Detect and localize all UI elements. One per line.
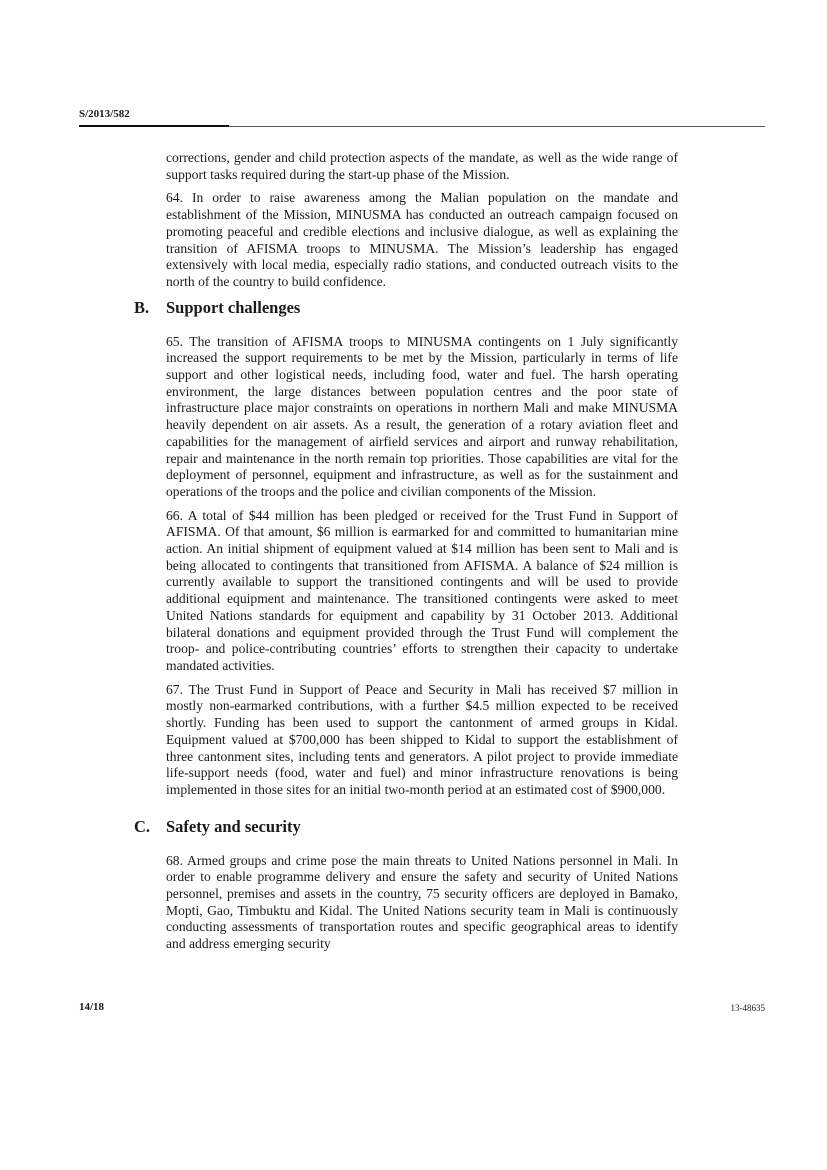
section-letter: B. [134,297,150,317]
paragraph-64: 64. In order to raise awareness among the Malian population on the mandate and establishment of the Mission, MINUSMA has conducted an outreach campaign focused on promoting peaceful and credible elections and inclusive dialogue, as well as explaining the transition of AFISMA troops to MINUSMA. The Mission’s leadership has engaged extensively with local media, especially radio stations, and conducted outreach visits to the north of the country to build confidence. [166,190,678,289]
paragraph-67: 67. The Trust Fund in Support of Peace and Security in Mali has received $7 million in mostly non-earmarked contributions, with a further $4.5 million expected to be received shortly. Funding has been used to support the cantonment of armed groups in Kidal. Equipment valued at $700,000 has been shipped to Kidal to support the establishment of three cantonment sites, including tents and generators. A pilot project to provide immediate life-support needs (food, water and fuel) and minor infrastructure renovations is being implemented in those sites for an initial two-month period at an estimated cost of $900,000. [166,681,678,797]
header-rule-accent [79,125,229,127]
document-body [134,150,678,960]
paragraph-68: 68. Armed groups and crime pose the main threats to United Nations personnel in Mali. In order to enable programme delivery and ensure the safety and security of United Nations personnel, premises and assets in the country, 75 security officers are deployed in Bamako, Mopti, Gao, Timbuktu and Kidal. The United Nations security team in Mali is continuously conducting assessments of transportation routes and specific geographical areas to identify and address emerging security [166,852,678,952]
paragraph-66: 66. A total of $44 million has been pledged or received for the Trust Fund in Support of AFISMA. Of that amount, $6 million is earmarked for and committed to humanitarian mine action. An initial shipment of equipment valued at $14 million has been sent to Mali and is being allocated to contingents that transitioned from AFISMA. A balance of $24 million is currently available to support the transitioned contingents and will be used to provide additional equipment and maintenance. The transitioned contingents were asked to meet United Nations standards for equipment and capability by 31 October 2013. Additional bilateral donations and equipment provided through the Trust Fund will complement the troop- and police-contributing countries’ efforts to strengthen their capacity to undertake mandated activities. [166,507,678,673]
page-number: 14/18 [79,1001,105,1013]
section-title: Support challenges [166,297,301,317]
section-title: Safety and security [166,816,301,836]
paragraph-63-continued: corrections, gender and child protection aspects of the mandate, as well as the wide range of support tasks required during the start-up phase of the Mission. [166,150,678,182]
document-symbol: S/2013/582 [79,108,130,120]
section-heading-b [134,297,678,326]
section-letter: C. [134,816,151,836]
section-heading-c [134,816,678,845]
document-number: 13-48635 [730,1003,765,1013]
paragraph-65: 65. The transition of AFISMA troops to MINUSMA contingents on 1 July significantly increased the support requirements to be met by the Mission, particularly in terms of life support and other logistical needs, including food, water and fuel. The harsh operating environment, the large distances between population centres and the poor state of infrastructure place major constraints on operations in northern Mali and make MINUSMA heavily dependent on air assets. As a result, the generation of a rotary aviation fleet and capabilities for the management of airfield services and airport and runway rehabilitation, repair and maintenance in the north remain top priorities. Those capabilities are vital for the deployment of personnel, equipment and infrastructure, as well as for the sustainment and operations of the troops and the police and civilian components of the Mission. [166,333,678,499]
